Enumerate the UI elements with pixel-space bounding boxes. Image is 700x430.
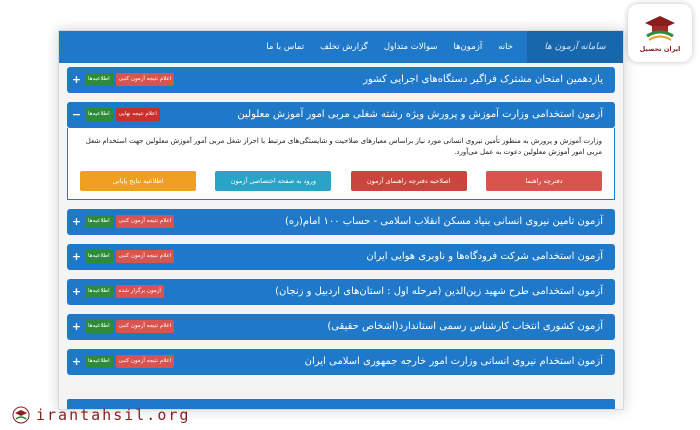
row-controls xyxy=(71,108,160,121)
exam-row[interactable] xyxy=(67,102,615,128)
row-controls xyxy=(71,215,174,228)
exam-actions xyxy=(80,171,602,191)
exam-row[interactable] xyxy=(67,349,615,375)
exam-row[interactable] xyxy=(67,279,615,305)
exam-row[interactable] xyxy=(67,67,615,93)
status-badge[interactable]: اعلام نتیجه آزمون کتبی xyxy=(116,215,175,228)
exam-title: آزمون استخدامی وزارت آموزش و پرورش ویژه رشته شغلی مربی امور آموزش معلولین xyxy=(237,109,603,120)
top-navbar xyxy=(59,31,623,63)
exam-title: آزمون تامین نیروی انسانی بنیاد مسکن انقلاب اسلامی - حساب ۱۰۰ امام(ره) xyxy=(285,216,603,227)
graduation-cap-icon xyxy=(643,14,677,42)
exam-page-button[interactable]: ورود به صفحه اختصاصی آزمون xyxy=(215,171,331,191)
notices-badge[interactable]: اطلاعیه‌ها xyxy=(85,215,113,228)
row-controls xyxy=(71,285,164,298)
expand-plus-icon[interactable]: + xyxy=(71,320,82,333)
exam-details-panel xyxy=(67,128,615,200)
expand-plus-icon[interactable]: + xyxy=(71,73,82,86)
row-controls xyxy=(71,73,174,86)
exam-title: یازدهمین امتحان مشترک فراگیر دستگاه‌های اجرایی کشور xyxy=(363,74,603,85)
collapse-minus-icon[interactable]: − xyxy=(71,108,82,121)
status-badge[interactable]: اعلام نتیجه آزمون کتبی xyxy=(116,355,175,368)
site-logo-text: سامانه آزمون ها xyxy=(544,42,606,52)
exam-title: آزمون کشوری انتخاب کارشناس رسمی استاندارد(اشخاص حقیقی) xyxy=(327,321,603,332)
exam-row[interactable] xyxy=(67,244,615,270)
main-menu xyxy=(258,42,527,52)
status-badge[interactable]: اعلام نتیجه آزمون کتبی xyxy=(116,320,175,333)
menu-item-home[interactable]: خانه xyxy=(498,42,513,52)
row-controls xyxy=(71,355,174,368)
status-badge[interactable]: اعلام نتیجه آزمون کتبی xyxy=(116,250,175,263)
expand-plus-icon[interactable]: + xyxy=(71,285,82,298)
menu-item-exams[interactable]: آزمون‌ها xyxy=(453,42,483,52)
menu-item-contact[interactable]: تماس با ما xyxy=(266,42,305,52)
booklet-correction-button[interactable]: اصلاحیه دفترچه راهنمای آزمون xyxy=(351,171,467,191)
notices-badge[interactable]: اطلاعیه‌ها xyxy=(85,250,113,263)
browser-page xyxy=(58,30,624,410)
brand-logo xyxy=(628,4,692,62)
site-logo[interactable] xyxy=(527,31,623,63)
exam-description: وزارت آموزش و پرورش به منظور تأمین نیروی انسانی مورد نیاز براساس معیارهای صلاحیت و شایستگی‌های مرتبط با احراز شغل مربی آمور آموزش معلولین جهت استخدام شغل مربی امور آموزش معلولین دعوت به عمل می‌آورد. xyxy=(85,137,602,156)
exam-title: آزمون استخدامی طرح شهید زین‌الدین (مرحله اول : استان‌های اردبیل و زنجان) xyxy=(275,286,603,297)
status-badge[interactable]: اعلام نتیجه نهایی xyxy=(116,108,160,121)
guide-booklet-button[interactable]: دفترچه راهنما xyxy=(486,171,602,191)
brand-small-icon xyxy=(12,406,30,424)
final-results-button[interactable]: اطلاعیه نتایج پایانی xyxy=(80,171,196,191)
menu-item-faq[interactable]: سوالات متداول xyxy=(383,42,438,52)
row-controls xyxy=(71,250,174,263)
notices-badge[interactable]: اطلاعیه‌ها xyxy=(85,108,113,121)
expand-plus-icon[interactable]: + xyxy=(71,355,82,368)
expand-plus-icon[interactable]: + xyxy=(71,215,82,228)
notices-badge[interactable]: اطلاعیه‌ها xyxy=(85,285,113,298)
exam-row[interactable] xyxy=(67,314,615,340)
watermark xyxy=(12,404,190,426)
status-badge[interactable]: آزمون برگزار شده xyxy=(116,285,164,298)
row-controls xyxy=(71,320,174,333)
watermark-text: irantahsil.org xyxy=(36,406,191,424)
notices-badge[interactable]: اطلاعیه‌ها xyxy=(85,73,113,86)
status-badge[interactable]: اعلام نتیجه آزمون کتبی xyxy=(116,73,175,86)
notices-badge[interactable]: اطلاعیه‌ها xyxy=(85,320,113,333)
exam-row[interactable] xyxy=(67,209,615,235)
notices-badge[interactable]: اطلاعیه‌ها xyxy=(85,355,113,368)
menu-item-report[interactable]: گزارش تخلف xyxy=(320,42,368,52)
exam-title: آزمون استخدام نیروی انسانی وزارت امور خارجه جمهوری اسلامی ایران xyxy=(304,356,603,367)
exam-title: آزمون استخدامی شرکت فرودگاه‌ها و ناوبری هوایی ایران xyxy=(366,251,603,262)
brand-text: ایران تحصیل xyxy=(639,44,681,53)
exam-list xyxy=(67,67,615,384)
expand-plus-icon[interactable]: + xyxy=(71,250,82,263)
